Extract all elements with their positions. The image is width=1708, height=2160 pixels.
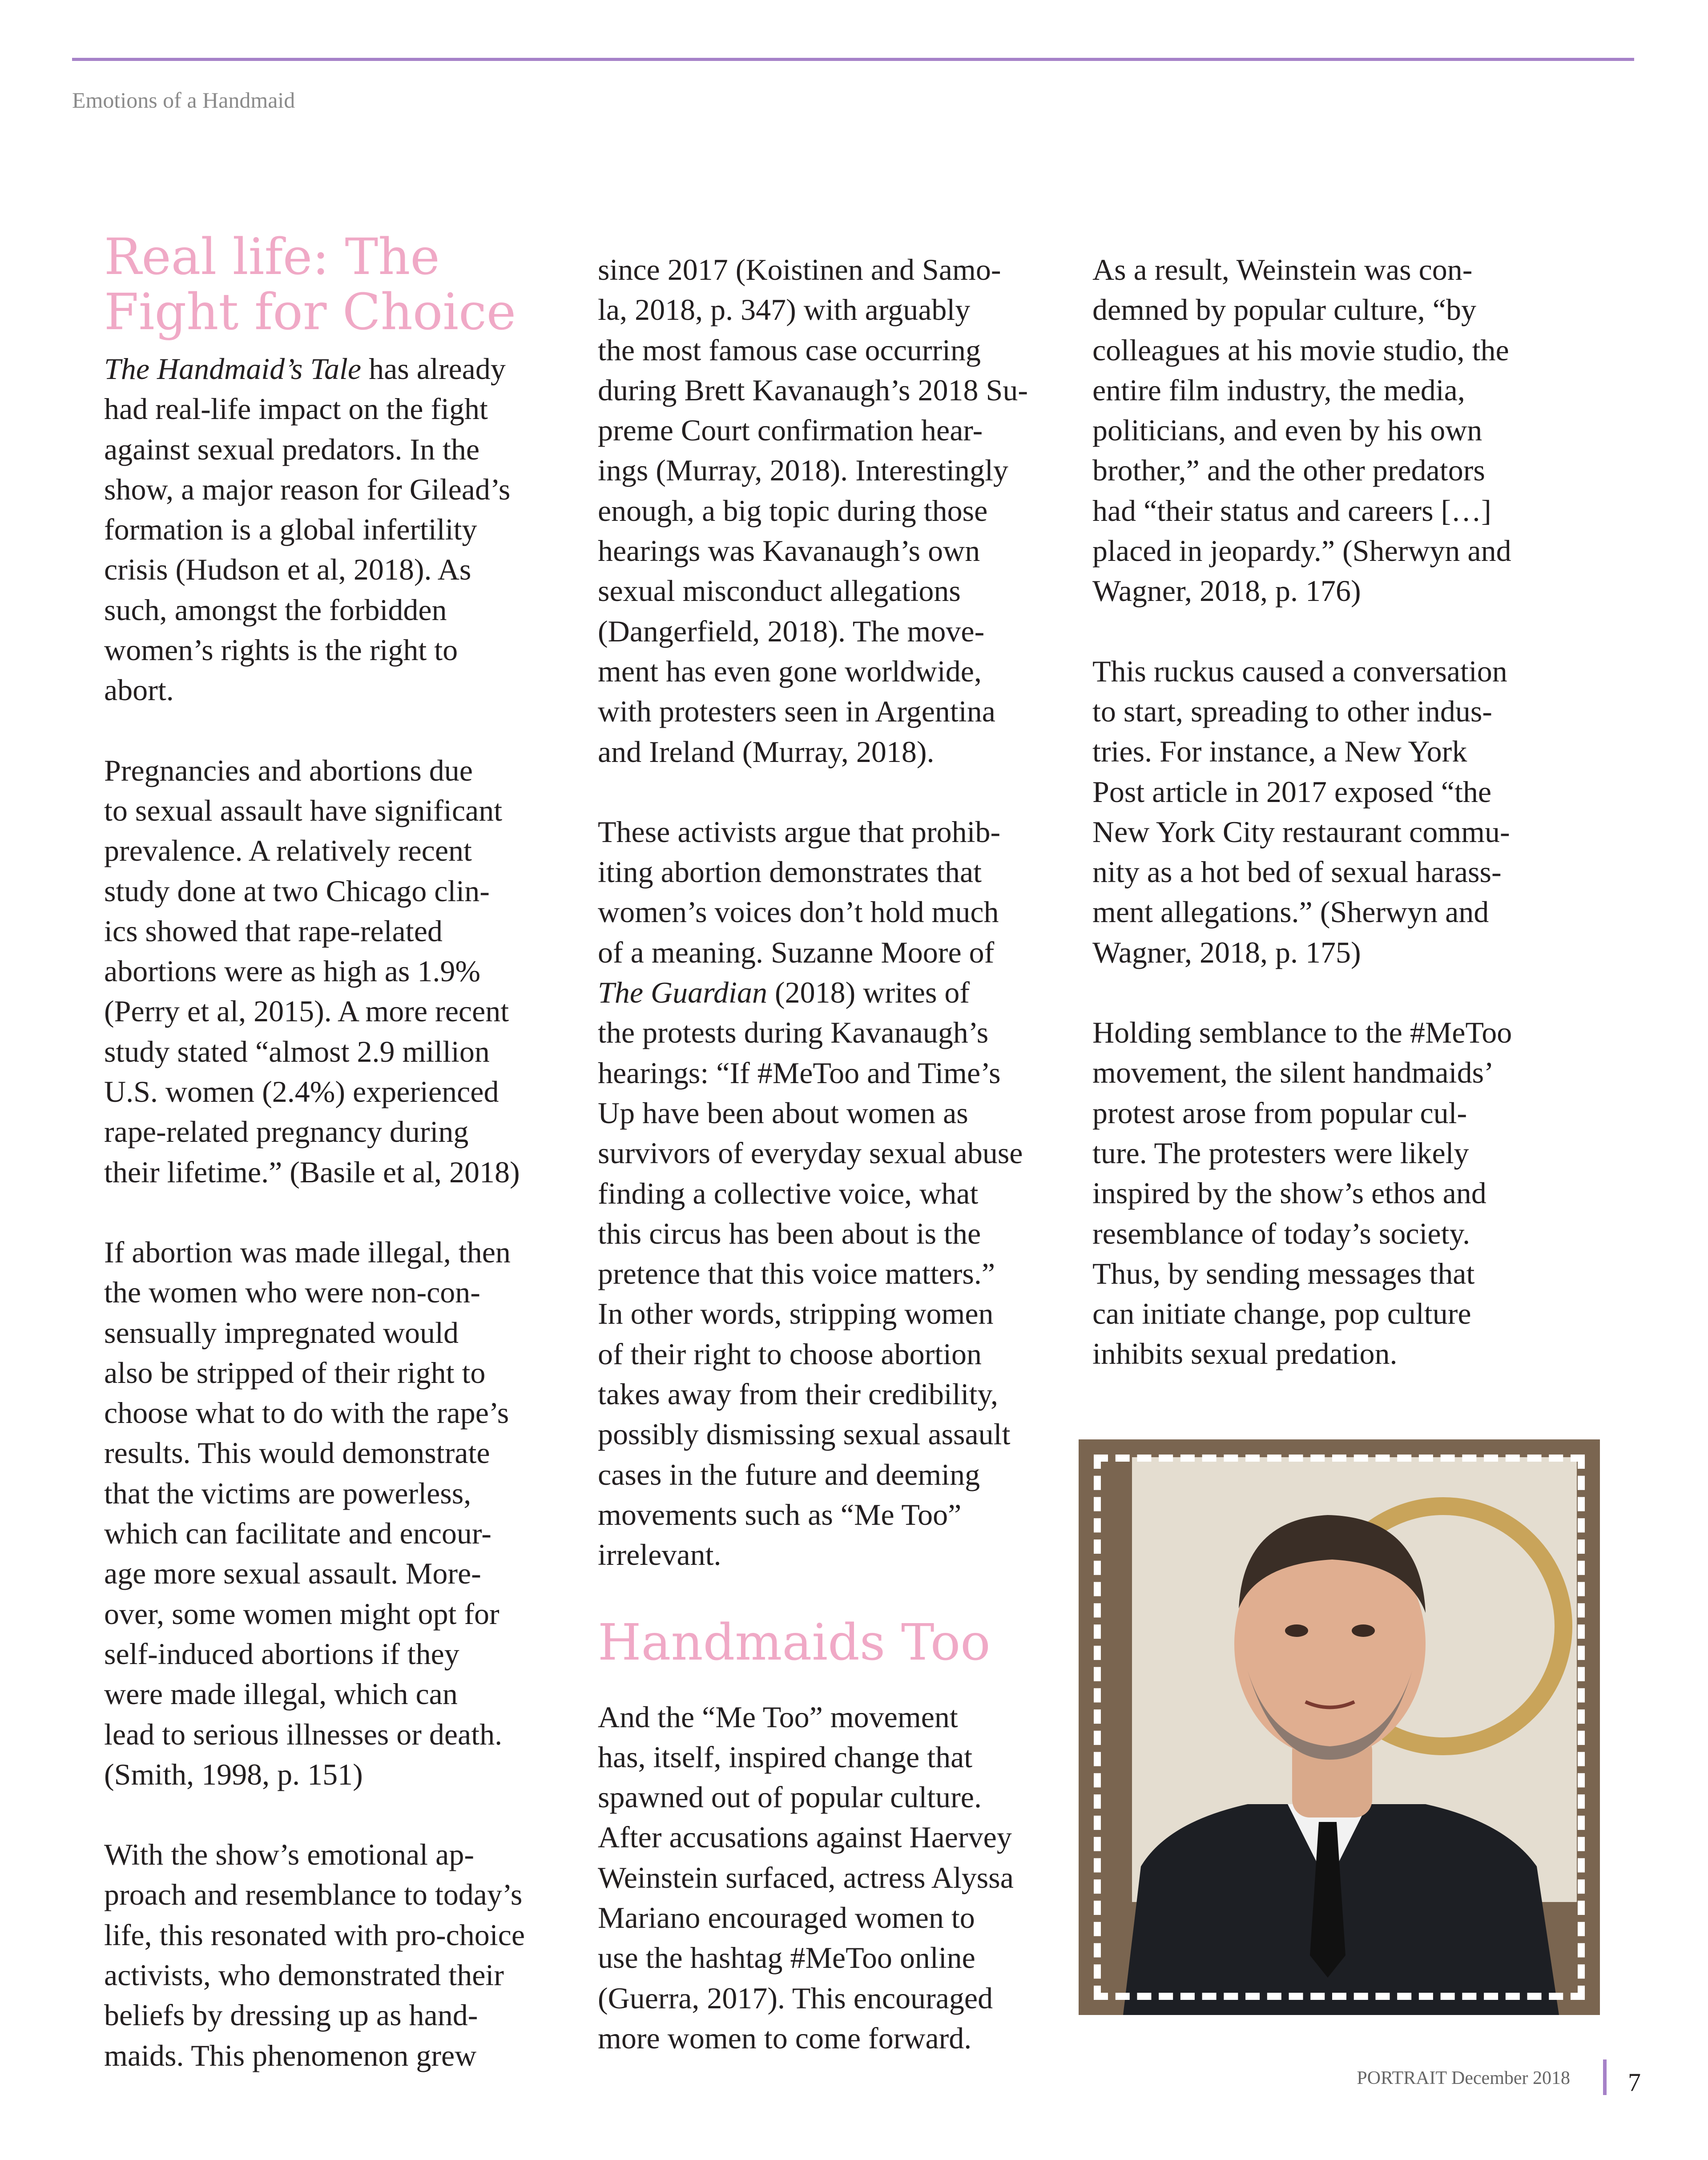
column-3 bbox=[1092, 250, 1595, 1414]
column-2 bbox=[598, 250, 1100, 2098]
paragraph-text: (2018) writes of the protests during Kavanaugh’s hearings: “If #MeToo and Time’s Up have been about women as survivors of everyday sexual abuse finding a collective voice, what this circus has been about is the pretence that this voice matters.” In other words, stripping women of their right to choose abortion takes away from their credibility, possibly dismissing sexual assault cases in the future and deeming movements such as “Me Too” irrelevant. bbox=[598, 975, 1023, 1572]
section-heading-fight-for-choice: Real life: The Fight for Choice bbox=[104, 228, 516, 341]
paragraph: And the “Me Too” movement has, itself, inspired change that spawned out of popular culture. After accusations against Haervey Weinstein surfaced, actress Alyssa Mariano encouraged women to use the hashtag #MeToo online (Guerra, 2017). This encouraged more women to come forward. bbox=[598, 1700, 1014, 2055]
section-heading-handmaids-too: Handmaids Too bbox=[598, 1613, 991, 1672]
paragraph bbox=[598, 812, 1100, 1575]
paragraph: With the show’s emotional ap- proach and resemblance to today’s life, this resonated with pro-choice activists, who demonstrated their beliefs by dressing up as hand- maids. This phenomenon grew bbox=[104, 1838, 525, 2072]
show-title: The Handmaid’s Tale bbox=[104, 352, 362, 386]
top-rule bbox=[72, 58, 1634, 61]
footer-publication: PORTRAIT December 2018 bbox=[1357, 2068, 1570, 2088]
portrait-photo bbox=[1079, 1439, 1600, 2015]
paragraph: If abortion was made illegal, then the women who were non-con- sensually impregnated would also be stripped of their right to choose what to do with the rape’s results. This would demonstrate that the victims are powerless, which can facilitate and encour- age more sexual assault. More- over, some women might opt for self-induced abortions if they were made illegal, which can lead to serious illnesses or death. (Smith, 1998, p. 151) bbox=[104, 1235, 511, 1791]
paragraph: This ruckus caused a conversation to start, spreading to other indus- tries. For instance, a New York Post article in 2017 exposed “the New York City restaurant commu- nity as a hot bed of sexual harass- ment allegations.” (Sherwyn and Wagner, 2018, p. 175) bbox=[1092, 654, 1510, 969]
running-title: Emotions of a Handmaid bbox=[72, 88, 295, 113]
paragraph: Holding semblance to the #MeToo movement, the silent handmaids’ protest arose from popular cul- ture. The protesters were likely inspired by the show’s ethos and resemblance of today’s society. Thus, by sending messages that can initiate change, pop culture inhibits sexual predation. bbox=[1092, 1016, 1512, 1371]
paragraph-text: These activists argue that prohib- iting abortion demonstrates that women’s voices don’t hold much of a meaning. Suzanne Moore of bbox=[598, 814, 1001, 969]
page-number: 7 bbox=[1628, 2068, 1641, 2097]
paragraph-text: has already had real-life impact on the fight against sexual predators. In the show, a major reason for Gilead’s formation is a global infertility crisis (Hudson et al, 2018). As such, amongst the forbidden women’s rights is the right to abort. bbox=[104, 352, 511, 707]
paragraph: since 2017 (Koistinen and Samo- la, 2018, p. 347) with arguably the most famous case occurring during Brett Kavanaugh’s 2018 Su- preme Court confirmation hear- ings (Murray, 2018). Interestingly enough, a big topic during those hearings was Kavanaugh’s own sexual misconduct allegations (Dangerfield, 2018). The move- ment has even gone worldwide, with protesters seen in Argentina and Ireland (Murray, 2018). bbox=[598, 253, 1028, 769]
footer-divider bbox=[1603, 2059, 1607, 2095]
paragraph: As a result, Weinstein was con- demned by popular culture, “by colleagues at his movie studio, the entire film industry, the media, politicians, and even by his own brother,” and the other predators had “their status and careers […] placed in jeopardy.” (Sherwyn and Wagner, 2018, p. 176) bbox=[1092, 253, 1511, 608]
paragraph: Pregnancies and abortions due to sexual assault have significant prevalence. A relatively recent study done at two Chicago clin- ics showed that rape-related abortions were as high as 1.9% (Perry et al, 2015). A more recent study stated “almost 2.9 million U.S. women (2.4%) experienced rape-related pregnancy during their lifetime.” (Basile et al, 2018) bbox=[104, 753, 520, 1189]
dashed-frame bbox=[1094, 1455, 1585, 2000]
column-1 bbox=[104, 230, 607, 2116]
publication-title: The Guardian bbox=[598, 975, 767, 1010]
paragraph bbox=[104, 349, 607, 710]
